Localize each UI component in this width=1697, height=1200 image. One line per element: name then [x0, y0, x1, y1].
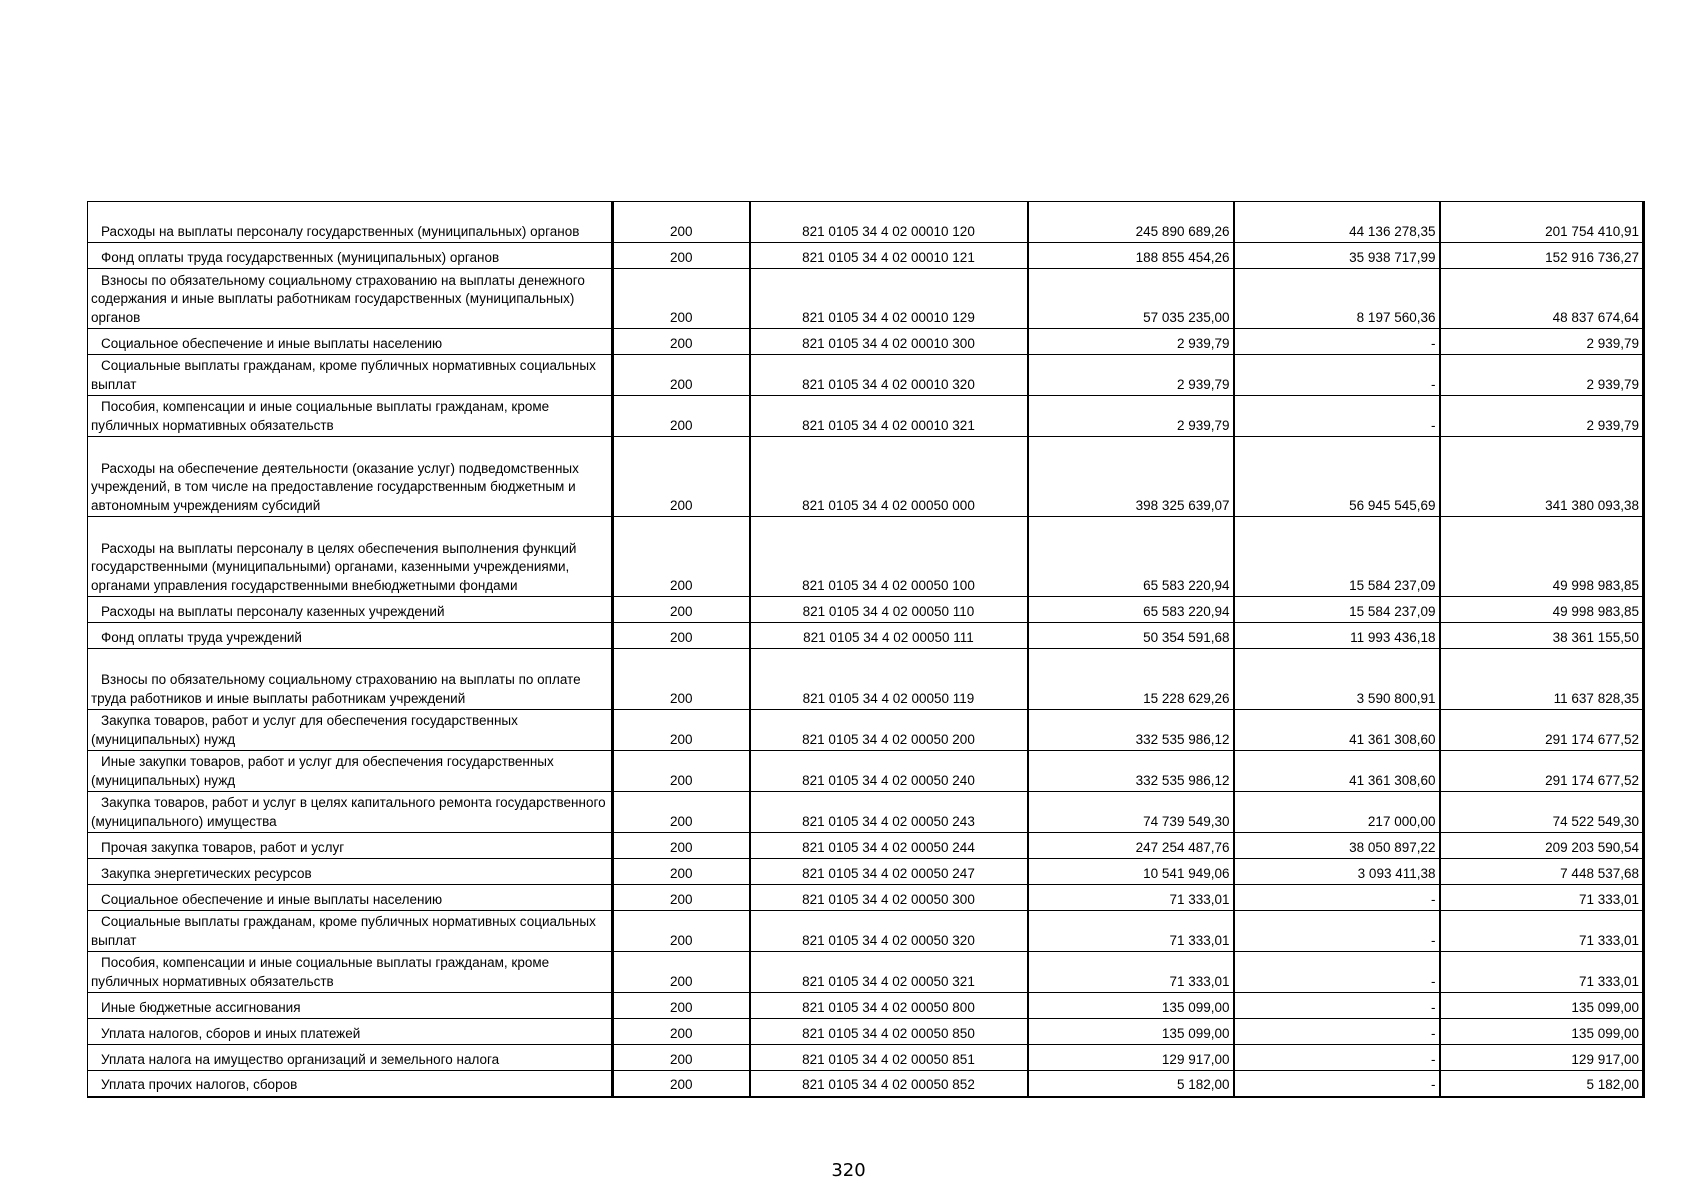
cell-line-code: 200 [613, 517, 750, 597]
table-row [88, 792, 1644, 833]
cell-approved: 332 535 986,12 [1028, 710, 1234, 751]
cell-budget-classification: 821 0105 34 4 02 00050 200 [750, 710, 1028, 751]
cell-budget-classification: 821 0105 34 4 02 00050 850 [750, 1019, 1028, 1045]
cell-remaining: 291 174 677,52 [1440, 751, 1644, 792]
cell-budget-classification: 821 0105 34 4 02 00050 320 [750, 911, 1028, 952]
cell-name: Закупка энергетических ресурсов [88, 859, 613, 885]
cell-name: Социальные выплаты гражданам, кроме публичных нормативных социальных выплат [88, 911, 613, 952]
cell-line-code: 200 [613, 623, 750, 649]
cell-budget-classification: 821 0105 34 4 02 00050 244 [750, 833, 1028, 859]
table-row [88, 911, 1644, 952]
cell-line-code: 200 [613, 649, 750, 710]
cell-executed: 38 050 897,22 [1234, 833, 1440, 859]
cell-executed: 3 590 800,91 [1234, 649, 1440, 710]
cell-remaining: 129 917,00 [1440, 1045, 1644, 1071]
cell-executed: 15 584 237,09 [1234, 597, 1440, 623]
cell-name: Социальное обеспечение и иные выплаты населению [88, 329, 613, 355]
cell-remaining: 49 998 983,85 [1440, 597, 1644, 623]
cell-approved: 188 855 454,26 [1028, 243, 1234, 269]
cell-budget-classification: 821 0105 34 4 02 00050 119 [750, 649, 1028, 710]
table-row [88, 993, 1644, 1019]
page-number: 320 [831, 1160, 866, 1181]
cell-remaining: 152 916 736,27 [1440, 243, 1644, 269]
cell-remaining: 135 099,00 [1440, 1019, 1644, 1045]
cell-name: Закупка товаров, работ и услуг для обеспечения государственных (муниципальных) нужд [88, 710, 613, 751]
cell-name: Взносы по обязательному социальному страхованию на выплаты по оплате труда работников и иные выплаты работникам учреждений [88, 649, 613, 710]
cell-name: Иные закупки товаров, работ и услуг для обеспечения государственных (муниципальных) нужд [88, 751, 613, 792]
cell-line-code: 200 [613, 710, 750, 751]
cell-approved: 398 325 639,07 [1028, 437, 1234, 517]
cell-approved: 5 182,00 [1028, 1071, 1234, 1097]
cell-remaining: 38 361 155,50 [1440, 623, 1644, 649]
cell-remaining: 7 448 537,68 [1440, 859, 1644, 885]
cell-executed: - [1234, 396, 1440, 437]
cell-remaining: 201 754 410,91 [1440, 202, 1644, 243]
cell-name: Уплата налога на имущество организаций и земельного налога [88, 1045, 613, 1071]
cell-executed: 11 993 436,18 [1234, 623, 1440, 649]
cell-remaining: 74 522 549,30 [1440, 792, 1644, 833]
cell-line-code: 200 [613, 396, 750, 437]
cell-budget-classification: 821 0105 34 4 02 00050 240 [750, 751, 1028, 792]
cell-remaining: 2 939,79 [1440, 355, 1644, 396]
table-row [88, 710, 1644, 751]
table-row [88, 649, 1644, 710]
cell-line-code: 200 [613, 269, 750, 329]
cell-remaining: 341 380 093,38 [1440, 437, 1644, 517]
cell-executed: - [1234, 885, 1440, 911]
table-row [88, 355, 1644, 396]
cell-executed: 217 000,00 [1234, 792, 1440, 833]
cell-approved: 71 333,01 [1028, 911, 1234, 952]
cell-approved: 247 254 487,76 [1028, 833, 1234, 859]
cell-line-code: 200 [613, 202, 750, 243]
cell-approved: 57 035 235,00 [1028, 269, 1234, 329]
cell-line-code: 200 [613, 1045, 750, 1071]
cell-budget-classification: 821 0105 34 4 02 00050 852 [750, 1071, 1028, 1097]
cell-line-code: 200 [613, 437, 750, 517]
cell-executed: - [1234, 952, 1440, 993]
cell-line-code: 200 [613, 792, 750, 833]
cell-name: Прочая закупка товаров, работ и услуг [88, 833, 613, 859]
cell-name: Пособия, компенсации и иные социальные выплаты гражданам, кроме публичных нормативных обязательств [88, 952, 613, 993]
cell-remaining: 2 939,79 [1440, 396, 1644, 437]
cell-line-code: 200 [613, 833, 750, 859]
table-body [88, 202, 1644, 1097]
cell-budget-classification: 821 0105 34 4 02 00050 000 [750, 437, 1028, 517]
cell-approved: 135 099,00 [1028, 1019, 1234, 1045]
cell-executed: - [1234, 993, 1440, 1019]
cell-approved: 245 890 689,26 [1028, 202, 1234, 243]
cell-approved: 2 939,79 [1028, 329, 1234, 355]
cell-remaining: 71 333,01 [1440, 911, 1644, 952]
cell-name: Пособия, компенсации и иные социальные выплаты гражданам, кроме публичных нормативных обязательств [88, 396, 613, 437]
table-row [88, 833, 1644, 859]
cell-approved: 332 535 986,12 [1028, 751, 1234, 792]
cell-approved: 65 583 220,94 [1028, 517, 1234, 597]
cell-remaining: 48 837 674,64 [1440, 269, 1644, 329]
cell-approved: 71 333,01 [1028, 885, 1234, 911]
cell-budget-classification: 821 0105 34 4 02 00050 243 [750, 792, 1028, 833]
cell-name: Расходы на обеспечение деятельности (оказание услуг) подведомственных учреждений, в том числе на предоставление государственным бюджетным и автономным учреждениям субсидий [88, 437, 613, 517]
cell-budget-classification: 821 0105 34 4 02 00050 247 [750, 859, 1028, 885]
cell-line-code: 200 [613, 355, 750, 396]
cell-name: Социальные выплаты гражданам, кроме публичных нормативных социальных выплат [88, 355, 613, 396]
cell-budget-classification: 821 0105 34 4 02 00010 120 [750, 202, 1028, 243]
cell-line-code: 200 [613, 952, 750, 993]
cell-remaining: 291 174 677,52 [1440, 710, 1644, 751]
cell-executed: 44 136 278,35 [1234, 202, 1440, 243]
table-row [88, 437, 1644, 517]
cell-executed: 3 093 411,38 [1234, 859, 1440, 885]
cell-budget-classification: 821 0105 34 4 02 00050 800 [750, 993, 1028, 1019]
cell-approved: 135 099,00 [1028, 993, 1234, 1019]
table-row [88, 396, 1644, 437]
cell-remaining: 2 939,79 [1440, 329, 1644, 355]
cell-executed: 15 584 237,09 [1234, 517, 1440, 597]
table-row [88, 1045, 1644, 1071]
cell-executed: - [1234, 355, 1440, 396]
cell-budget-classification: 821 0105 34 4 02 00010 320 [750, 355, 1028, 396]
cell-budget-classification: 821 0105 34 4 02 00050 321 [750, 952, 1028, 993]
cell-line-code: 200 [613, 859, 750, 885]
cell-approved: 15 228 629,26 [1028, 649, 1234, 710]
table-row [88, 243, 1644, 269]
cell-budget-classification: 821 0105 34 4 02 00010 121 [750, 243, 1028, 269]
cell-budget-classification: 821 0105 34 4 02 00050 111 [750, 623, 1028, 649]
cell-name: Фонд оплаты труда государственных (муниципальных) органов [88, 243, 613, 269]
cell-remaining: 11 637 828,35 [1440, 649, 1644, 710]
cell-line-code: 200 [613, 911, 750, 952]
cell-budget-classification: 821 0105 34 4 02 00050 851 [750, 1045, 1028, 1071]
cell-name: Уплата прочих налогов, сборов [88, 1071, 613, 1097]
cell-approved: 2 939,79 [1028, 396, 1234, 437]
cell-name: Иные бюджетные ассигнования [88, 993, 613, 1019]
cell-executed: - [1234, 1019, 1440, 1045]
cell-line-code: 200 [613, 993, 750, 1019]
cell-line-code: 200 [613, 1071, 750, 1097]
cell-name: Фонд оплаты труда учреждений [88, 623, 613, 649]
table-row [88, 859, 1644, 885]
cell-budget-classification: 821 0105 34 4 02 00050 110 [750, 597, 1028, 623]
cell-budget-classification: 821 0105 34 4 02 00050 100 [750, 517, 1028, 597]
cell-approved: 71 333,01 [1028, 952, 1234, 993]
cell-executed: - [1234, 911, 1440, 952]
cell-approved: 2 939,79 [1028, 355, 1234, 396]
cell-name: Расходы на выплаты персоналу государственных (муниципальных) органов [88, 202, 613, 243]
cell-name: Взносы по обязательному социальному страхованию на выплаты денежного содержания и иные выплаты работникам государственных (муниципальных) органов [88, 269, 613, 329]
cell-executed: 56 945 545,69 [1234, 437, 1440, 517]
table-row [88, 885, 1644, 911]
cell-line-code: 200 [613, 243, 750, 269]
table-row [88, 1019, 1644, 1045]
cell-remaining: 135 099,00 [1440, 993, 1644, 1019]
cell-name: Закупка товаров, работ и услуг в целях капитального ремонта государственного (муниципального) имущества [88, 792, 613, 833]
table-row [88, 202, 1644, 243]
budget-execution-table [87, 201, 1645, 1098]
cell-name: Социальное обеспечение и иные выплаты населению [88, 885, 613, 911]
cell-executed: - [1234, 1045, 1440, 1071]
cell-approved: 129 917,00 [1028, 1045, 1234, 1071]
cell-name: Уплата налогов, сборов и иных платежей [88, 1019, 613, 1045]
table-row [88, 329, 1644, 355]
cell-remaining: 71 333,01 [1440, 885, 1644, 911]
cell-executed: - [1234, 329, 1440, 355]
cell-approved: 50 354 591,68 [1028, 623, 1234, 649]
cell-line-code: 200 [613, 329, 750, 355]
cell-line-code: 200 [613, 1019, 750, 1045]
cell-remaining: 5 182,00 [1440, 1071, 1644, 1097]
cell-name: Расходы на выплаты персоналу казенных учреждений [88, 597, 613, 623]
cell-executed: - [1234, 1071, 1440, 1097]
cell-remaining: 49 998 983,85 [1440, 517, 1644, 597]
table-row [88, 1071, 1644, 1097]
cell-remaining: 71 333,01 [1440, 952, 1644, 993]
cell-remaining: 209 203 590,54 [1440, 833, 1644, 859]
cell-executed: 8 197 560,36 [1234, 269, 1440, 329]
table-row [88, 269, 1644, 329]
cell-line-code: 200 [613, 597, 750, 623]
cell-budget-classification: 821 0105 34 4 02 00010 129 [750, 269, 1028, 329]
table-row [88, 517, 1644, 597]
table-row [88, 952, 1644, 993]
table-row [88, 623, 1644, 649]
table-row [88, 751, 1644, 792]
table-row [88, 597, 1644, 623]
cell-executed: 35 938 717,99 [1234, 243, 1440, 269]
cell-executed: 41 361 308,60 [1234, 751, 1440, 792]
cell-line-code: 200 [613, 885, 750, 911]
cell-budget-classification: 821 0105 34 4 02 00010 321 [750, 396, 1028, 437]
cell-executed: 41 361 308,60 [1234, 710, 1440, 751]
cell-budget-classification: 821 0105 34 4 02 00010 300 [750, 329, 1028, 355]
cell-approved: 10 541 949,06 [1028, 859, 1234, 885]
cell-line-code: 200 [613, 751, 750, 792]
cell-name: Расходы на выплаты персоналу в целях обеспечения выполнения функций государственными (муниципальными) органами, казенными учреждениями, органами управления государственными внебюджетными фондами [88, 517, 613, 597]
cell-budget-classification: 821 0105 34 4 02 00050 300 [750, 885, 1028, 911]
cell-approved: 74 739 549,30 [1028, 792, 1234, 833]
cell-approved: 65 583 220,94 [1028, 597, 1234, 623]
